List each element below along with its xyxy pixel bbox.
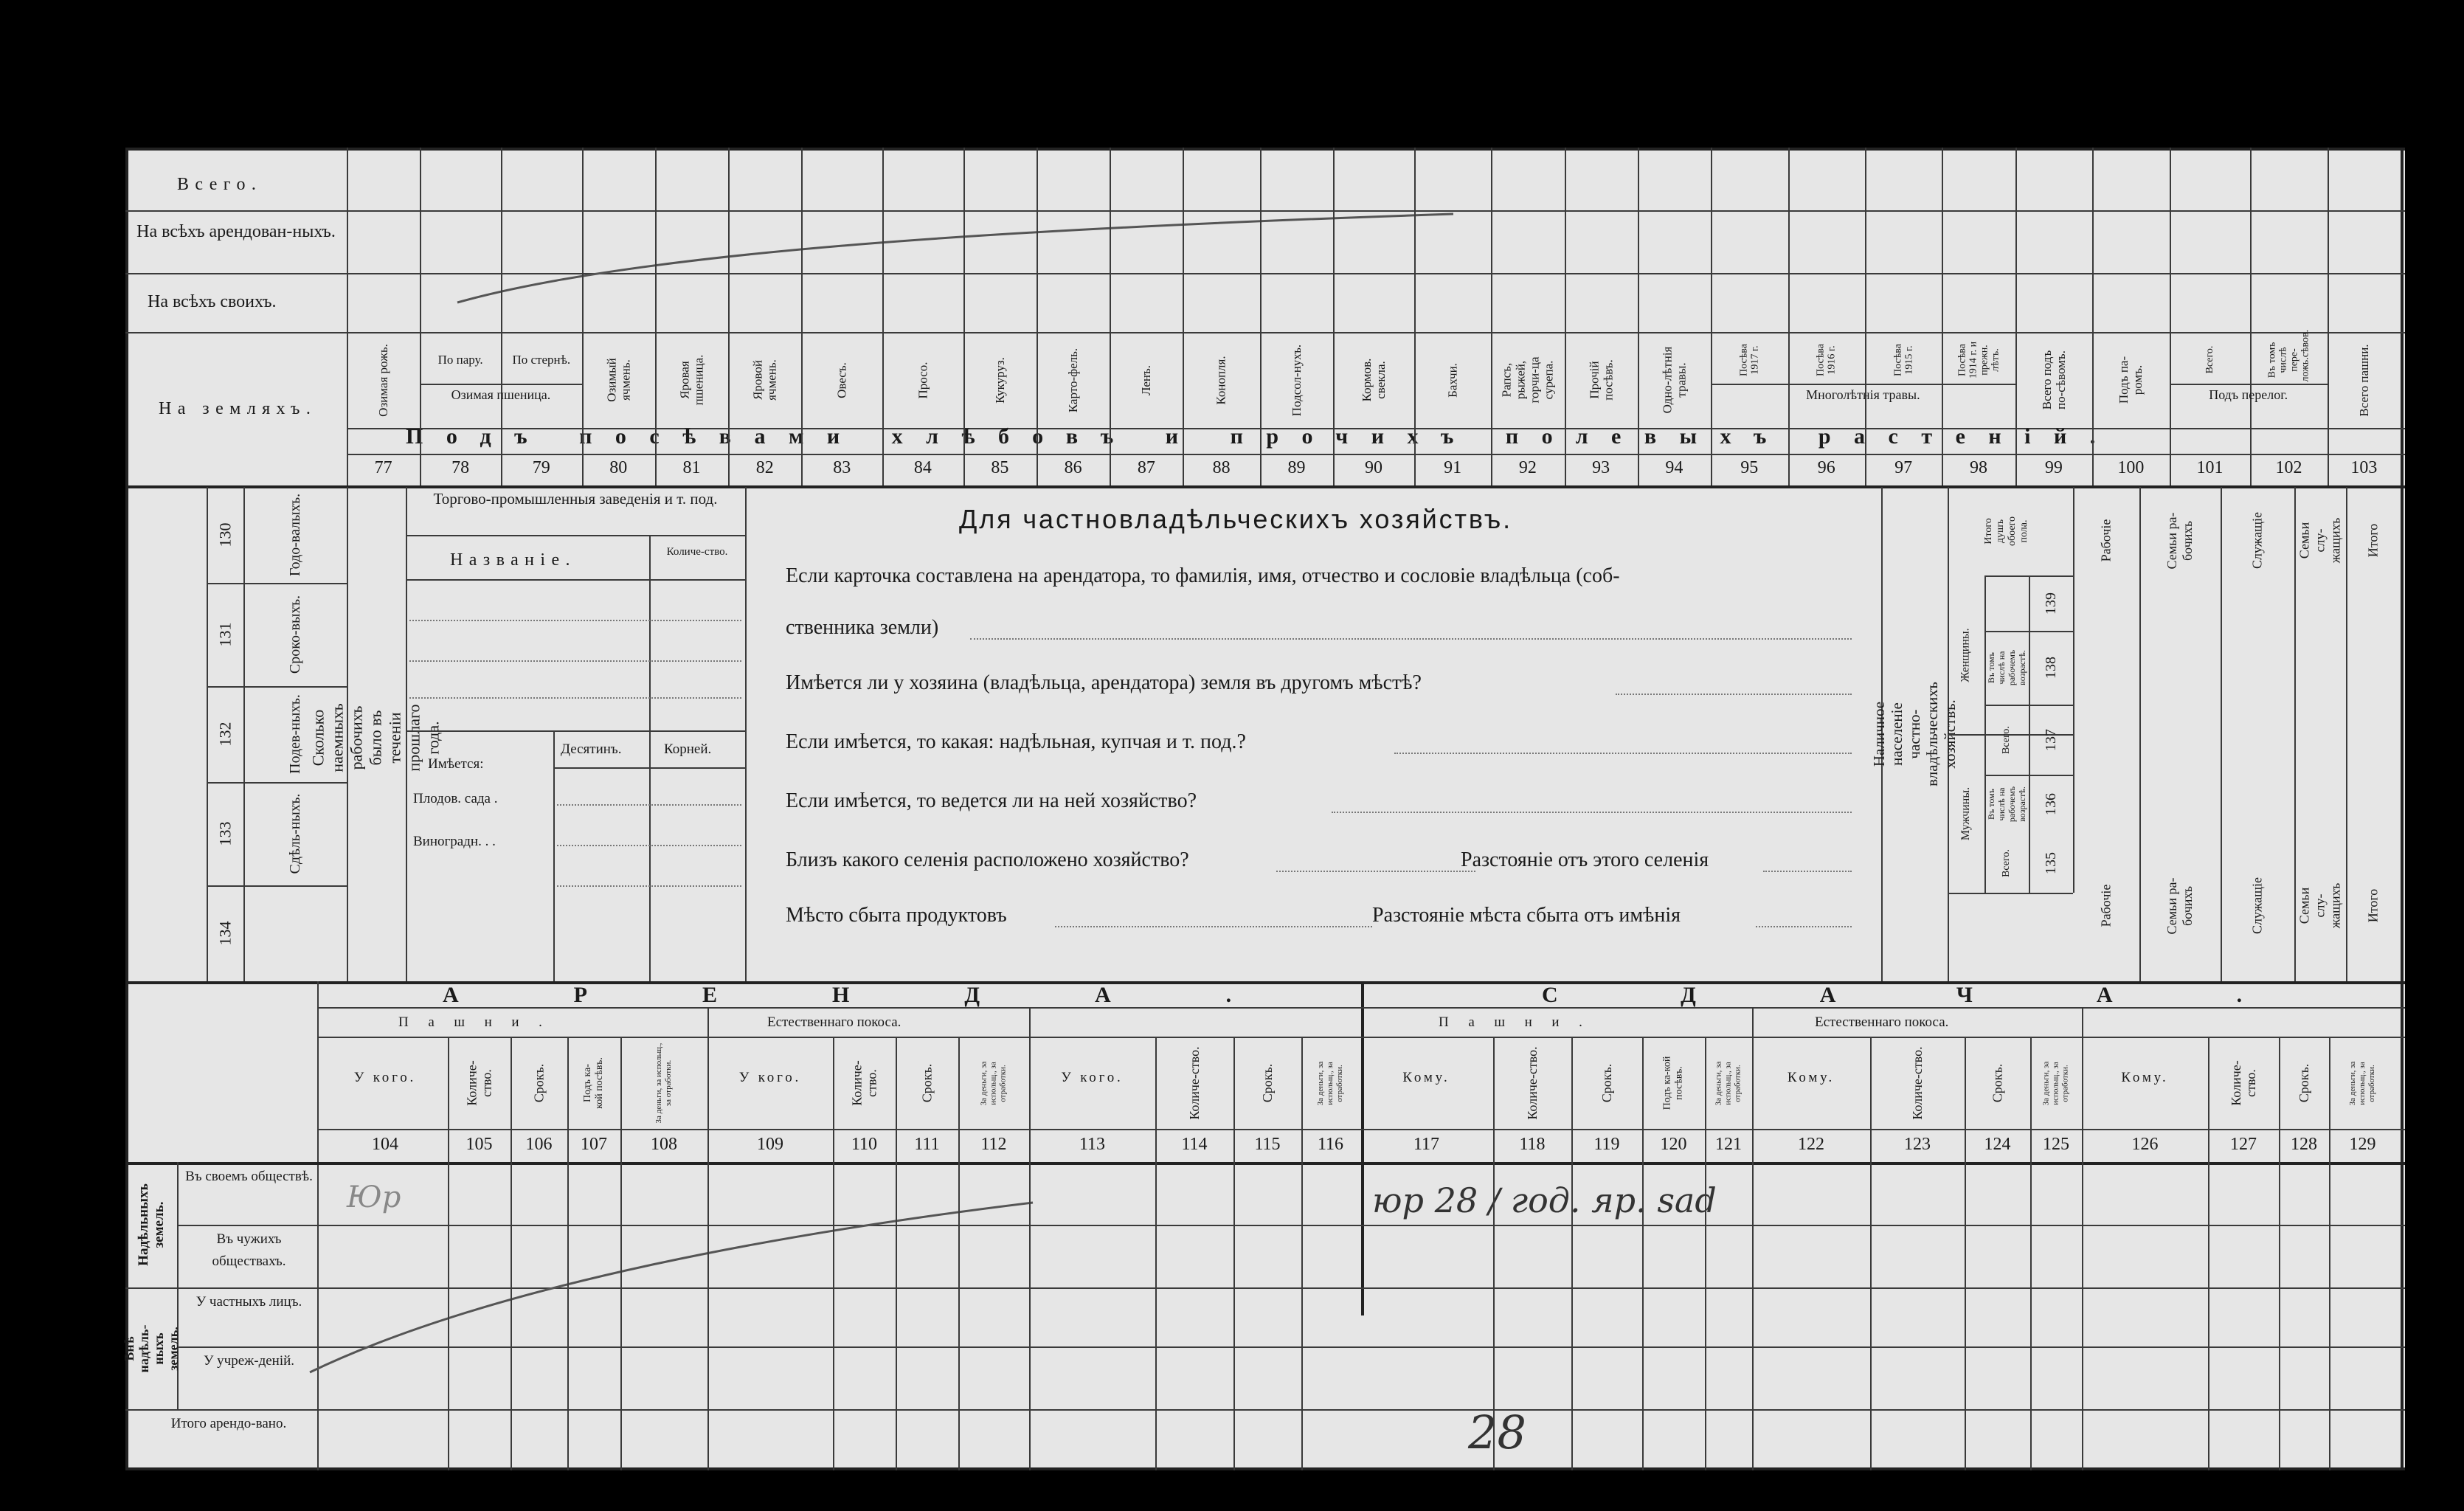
lease-col-number: 118 [1519,1135,1546,1154]
arenda-pashni: Пашни. [398,1014,562,1030]
crop-col-label: По пару. [437,353,483,367]
livestock-label: Сроко-выхъ. [287,595,303,674]
trade-roots: Корней. [664,741,712,757]
row-private-persons: У частныхъ лицъ. [195,1294,302,1310]
crop-col-label: Карто-фель. [1066,348,1081,412]
private-q3: Если имѣется, то какая: надѣльная, купчая и т. под.? [786,730,1246,753]
workers-col-label: Служащіе [2249,511,2265,570]
row-institutions: У учреж-деній. [203,1353,295,1369]
crop-col-number: 97 [1894,458,1913,477]
lease-col-number: 112 [980,1135,1007,1154]
pop-number: 137 [2043,728,2059,751]
private-q1a: Если карточка составлена на арендатора, то фамилія, имя, отчество и сословіе владѣльца (соб- [786,564,1620,587]
lease-col-number: 111 [914,1135,940,1154]
lease-col-label: Подъ ка-кой посѣвъ. [1661,1056,1685,1110]
livestock-number: 130 [215,522,234,547]
lease-col-label: Количе-ство. [1910,1046,1925,1120]
lease-col-number: 119 [1593,1135,1620,1154]
crop-col-number: 89 [1287,458,1306,477]
crop-col-number: 85 [991,458,1009,477]
crop-col-label: Кукуруз. [992,356,1007,404]
crop-col-number: 93 [1592,458,1610,477]
workers-col-label: Итого [2365,523,2381,558]
lease-col-number: 113 [1079,1135,1106,1154]
lease-col-number: 126 [2131,1135,2159,1154]
lease-col-label: За деньги, за испольщ., за отработки. [2348,1061,2376,1105]
crop-col-number: 81 [682,458,701,477]
private-q2: Имѣется ли у хозяина (владѣльца, арендатора) земля въ другомъ мѣстѣ? [786,671,1422,694]
lease-col-label: Количе-ство. [464,1060,494,1106]
lease-col-label: За деньги, за испольщ., за отработки. [1714,1061,1743,1105]
crop-band-title: Подъ посѣвами хлѣбовъ и прочихъ полевыхъ растеній. [406,424,2119,449]
crop-col-label: Посѣва 1914 г. и прежн. лѣтъ. [1956,341,2001,378]
group-winter-wheat: Озимая пшеница. [451,387,551,402]
row-own-society: Въ своемъ обществѣ. [185,1169,313,1184]
crop-col-label: Овесъ. [834,362,849,398]
livestock-label: Подев-ныхъ. [287,694,303,774]
row-label-total: Всего. [177,175,263,194]
crop-col-number: 83 [833,458,851,477]
workers-col-label: Семьи слу-жащихъ [2297,882,2343,929]
crop-col-number: 92 [1518,458,1537,477]
sdacha-title: СДАЧА. [1542,983,2367,1007]
crop-col-label: Конопля. [1214,355,1229,405]
arenda-title: АРЕНДА. [443,983,1347,1007]
lease-col-number: 114 [1181,1135,1208,1154]
crop-col-number: 78 [451,458,470,477]
lease-col-label: Кому. [1787,1070,1835,1085]
crop-col-number: 95 [1740,458,1759,477]
private-q4: Если имѣется, то ведется ли на ней хозяйство? [786,789,1197,812]
private-q6a: Мѣсто сбыта продуктовъ [786,904,1007,927]
pop-number: 138 [2043,657,2059,679]
lease-col-number: 110 [851,1135,878,1154]
lease-col-label: Срокъ. [1260,1063,1275,1103]
crop-col-number: 84 [913,458,932,477]
crop-col-label: Посѣва 1915 г. [1892,343,1915,376]
lease-col-label: За деньги, за испольщ., за отработки. [979,1061,1008,1105]
row-other-society: Въ чужихъ обществахъ. [212,1231,286,1269]
lease-col-number: 120 [1660,1135,1687,1154]
handwritten-left: Юр [347,1180,401,1214]
nadel-lands-label: Надѣльныхъ земель. [136,1183,167,1266]
arenda-pokos: Естественнаго покоса. [767,1014,901,1030]
lease-col-number: 127 [2230,1135,2257,1154]
lease-col-number: 123 [1904,1135,1931,1154]
lease-col-label: Кому. [1402,1070,1450,1085]
crop-col-label: Посѣва 1916 г. [1815,343,1838,376]
pop-women: Женщины. [1959,627,1973,682]
workers-col-label: Семьи ра-бочихъ [2164,512,2195,569]
crop-col-label: По стернѣ. [512,353,571,367]
crop-col-number: 91 [1444,458,1462,477]
workers-col-label: Семьи ра-бочихъ [2164,877,2195,934]
lease-col-label: У кого. [353,1070,417,1085]
lease-col-number: 115 [1254,1135,1281,1154]
crop-col-label: Кормов. свекла. [1359,358,1388,402]
crop-col-label: Бахчи. [1445,362,1460,398]
workers-col-label: Семьи слу-жащихъ [2297,517,2343,564]
crop-col-number: 82 [755,458,774,477]
lease-col-number: 129 [2349,1135,2376,1154]
crop-col-label: Рапсъ, рыжей, горчи-ца сурепа. [1499,356,1556,404]
crop-col-label: Озимая рожь. [376,343,391,417]
trade-title: Торгово-промышленныя заведенія и т. под. [433,490,718,508]
crop-col-label: Ленъ. [1139,364,1154,395]
lease-col-number: 124 [1984,1135,2011,1154]
lease-col-number: 128 [2291,1135,2317,1154]
lease-col-label: Срокъ. [1990,1063,2005,1103]
crop-col-number: 80 [609,458,628,477]
lease-col-number: 107 [581,1135,607,1154]
crop-col-label: Всего подъ по-сѣвомъ. [2039,350,2068,410]
group-fallow: Подъ перелог. [2209,387,2288,402]
crop-col-label: Яровая пшеница. [677,354,706,406]
row-label-own: На всѣхъ своихъ. [148,292,277,311]
trade-has: Имѣется: [428,756,484,772]
lease-col-label: Кому. [2121,1070,2169,1085]
livestock-number: 131 [215,622,234,647]
row-total-rented: Итого арендо-вано. [170,1416,287,1431]
pop-number: 135 [2043,852,2059,874]
lease-col-label: Срокъ. [919,1063,935,1103]
lease-col-number: 117 [1413,1135,1440,1154]
livestock-label: Годо-валыхъ. [287,493,303,577]
workers-col-label: Итого [2365,888,2381,923]
workers-col-label: Рабочіе [2098,519,2114,562]
crop-col-number: 96 [1817,458,1835,477]
private-q1b: ственника земли) [786,616,939,639]
crop-col-number: 100 [2117,458,2145,477]
pop-women-working: Въ томъ числѣ на рабочемъ возрастѣ. [1986,649,2027,686]
crop-col-number: 99 [2044,458,2063,477]
lease-col-number: 116 [1317,1135,1344,1154]
private-title: Для частновладѣльческихъ хозяйствъ. [959,504,1512,534]
lease-col-label: За деньги, за испольщ., за отработки. [654,1043,673,1124]
crop-col-number: 102 [2275,458,2302,477]
hired-workers-label: Сколько наемныхъ рабочихъ было въ теченіи прошлаго года. [309,703,443,772]
population-title: Наличное населеніе частно-владѣльческихъ хозяйствъ. [1870,682,1959,786]
pop-men-working: Въ томъ числѣ на рабочемъ возрастѣ. [1986,786,2027,823]
lease-col-number: 125 [2043,1135,2069,1154]
trade-name-col: Названіе. [450,550,576,570]
livestock-label: Сдѣль-ныхъ. [287,793,303,874]
lease-col-label: Количе-ство. [1525,1046,1540,1120]
lease-col-number: 108 [651,1135,677,1154]
livestock-number: 134 [215,921,234,946]
pop-women-total: Всего. [2001,725,2012,754]
crop-col-number: 103 [2350,458,2378,477]
crop-col-label: Озимый ячмень. [604,358,633,402]
census-card-sheet [122,148,2405,1470]
trade-garden: Плодов. сада . [413,791,498,806]
trade-vineyard: Виноградн. . . [413,834,496,849]
crop-col-number: 77 [374,458,392,477]
handwritten-total: 28 [1468,1405,1526,1459]
lease-col-label: Срокъ. [1599,1063,1614,1103]
sdacha-pokos: Естественнаго покоса. [1815,1014,1949,1030]
lease-col-number: 109 [757,1135,783,1154]
crop-col-label: Всего пашни. [2356,343,2371,417]
group-perennial-grass: Многолѣтнія травы. [1806,387,1920,402]
row-label-on-lands: На земляхъ. [159,399,317,418]
row-label-rented: На всѣхъ арендован-ныхъ. [136,222,336,241]
crop-col-number: 79 [532,458,550,477]
lease-col-label: За деньги, за испольщ., за отработки. [2041,1061,2070,1105]
lease-col-number: 105 [466,1135,493,1154]
lease-col-label: У кого. [738,1070,802,1085]
pop-total-both: Итого душъ обоего пола. [1983,516,2029,546]
private-q5b: Разстояніе отъ этого селенія [1461,848,1709,871]
lease-col-number: 104 [372,1135,398,1154]
crop-col-label: Всего. [2204,345,2215,374]
crop-col-number: 94 [1665,458,1683,477]
crop-col-label: Посѣва 1917 г. [1738,343,1761,376]
lease-col-label: Количе-ство. [849,1060,879,1106]
livestock-number: 133 [215,821,234,846]
livestock-number: 132 [215,722,234,747]
handwritten-entry: юр 28 / год. яр. sad [1372,1180,1717,1220]
lease-col-label: Срокъ. [2297,1063,2311,1103]
crop-col-label: Подсол-нухъ. [1290,344,1304,416]
private-q6b: Разстояніе мѣста сбыта отъ имѣнія [1372,904,1681,927]
crop-col-number: 90 [1364,458,1382,477]
lease-col-label: Срокъ. [531,1063,547,1103]
crop-col-label: Одно-лѣтнія травы. [1660,346,1689,414]
lease-col-label: Количе-ство. [1187,1046,1202,1120]
crop-col-label: Просо. [916,362,930,398]
lease-col-number: 106 [525,1135,553,1154]
trade-dessiat: Десятинъ. [561,741,622,757]
lease-col-label: У кого. [1061,1070,1124,1085]
non-nadel-label: Внѣ надѣль-ныхъ земель. [122,1324,181,1372]
pop-number: 136 [2043,793,2059,815]
lease-col-number: 121 [1715,1135,1742,1154]
lease-col-label: За деньги, за испольщ., за отработки. [1316,1061,1344,1105]
pop-men-total: Всего. [2001,849,2012,877]
sdacha-pashni: Пашни. [1439,1014,1602,1030]
trade-qty-col: Количе-ство. [666,546,728,558]
crop-col-number: 88 [1212,458,1231,477]
lease-col-number: 122 [1798,1135,1824,1154]
pop-men: Мужчины. [1959,786,1973,840]
pop-number: 139 [2043,592,2059,615]
crop-col-number: 87 [1137,458,1155,477]
crop-col-number: 101 [2196,458,2224,477]
workers-col-label: Служащіе [2249,876,2265,935]
lease-col-label: Количе-ство. [2229,1060,2258,1106]
crop-col-label: Прочій посѣвъ. [1587,359,1616,401]
crop-col-label: Яровой ячмень. [750,359,779,401]
workers-col-label: Рабочіе [2098,884,2114,927]
crop-col-number: 98 [1970,458,1988,477]
lease-col-label: Подъ ка-кой посѣвъ. [582,1057,605,1109]
private-q5a: Близъ какого селенія расположено хозяйство? [786,848,1189,871]
crop-col-label: Въ томъ числѣ пере-ложь.сѣвов. [2266,329,2311,381]
crop-col-label: Подъ па-ромъ. [2117,356,2145,404]
crop-col-number: 86 [1064,458,1082,477]
